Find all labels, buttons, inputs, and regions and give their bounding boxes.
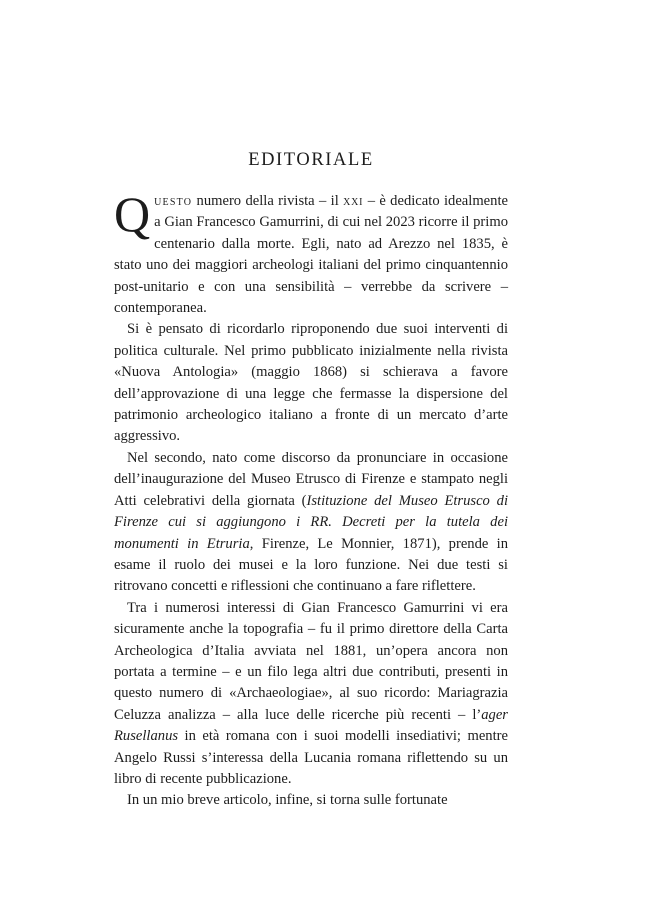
- paragraph-4-text-a: Tra i numerosi interessi di Gian Francesco Gamurrini vi era sicuramente anche la topografia – fu il primo direttore della Carta Archeologica d’Italia avviata nel 1881, un’opera ancora non portata a termine – e un filo lega altri due contributi, presenti in questo numero di «Archaeologiae», al suo ricordo: Mariagrazia Celuzza analizza – alla luce delle ricerche più recenti – l’: [114, 599, 508, 723]
- lead-word: uesto: [154, 193, 193, 209]
- paragraph-1-text-b: – è dedicato idealmente a Gian Francesco Gamurrini, di cui nel 2023 ricorre il primo centenario dalla morte. Egli, nato ad Arezzo nel 1835, è stato uno dei maggiori archeologi italiani del primo cinquantennio post-unitario e con una sensibilità – verrebbe da scrivere – contemporanea.: [114, 193, 508, 317]
- paragraph-4: [114, 598, 508, 791]
- cited-title: Istituzione del Museo Etrusco di Firenze cui si aggiungono i RR. Decreti per la tutela dei monumenti in Etruria: [114, 492, 508, 552]
- paragraph-5: In un mio breve articolo, infine, si torna sulle fortunate: [127, 792, 448, 809]
- paragraph-2: Si è pensato di ricordarlo riproponendo due suoi interventi di politica culturale. Nel primo pubblicato inizialmente nella rivista «Nuova Antologia» (maggio 1868) si schierava a favore dell’approvazione di una legge che fermasse la dispersione del patrimonio archeologico italiano a fronte di un mercato d’arte aggressivo.: [114, 321, 508, 445]
- paragraph-3: [114, 448, 508, 598]
- latin-term: ager Rusellanus: [114, 706, 508, 745]
- editorial-body: [114, 186, 509, 812]
- page-title: EDITORIALE: [248, 150, 374, 170]
- paragraph-1: [114, 186, 508, 319]
- page: [114, 150, 508, 812]
- drop-cap: Q: [114, 186, 151, 242]
- paragraph-3-text-b: , Firenze, Le Monnier, 1871), prende in esame il ruolo dei musei e la loro funzione. Nei due testi si ritrovano concetti e riflessioni che continuano a fare riflettere.: [114, 535, 509, 595]
- paragraph-3-text-a: Nel secondo, nato come discorso da pronunciare in occasione dell’inaugurazione del Museo Etrusco di Firenze e stampato negli Atti celebrativi della giornata (: [114, 449, 508, 509]
- paragraph-4-text-b: in età romana con i suoi modelli insediativi; mentre Angelo Russi s’interessa della Lucania romana riflettendo su un libro di recente pubblicazione.: [114, 728, 508, 787]
- issue-number: xxi: [343, 193, 364, 209]
- paragraph-1-text-a: numero della rivista – il: [192, 193, 344, 209]
